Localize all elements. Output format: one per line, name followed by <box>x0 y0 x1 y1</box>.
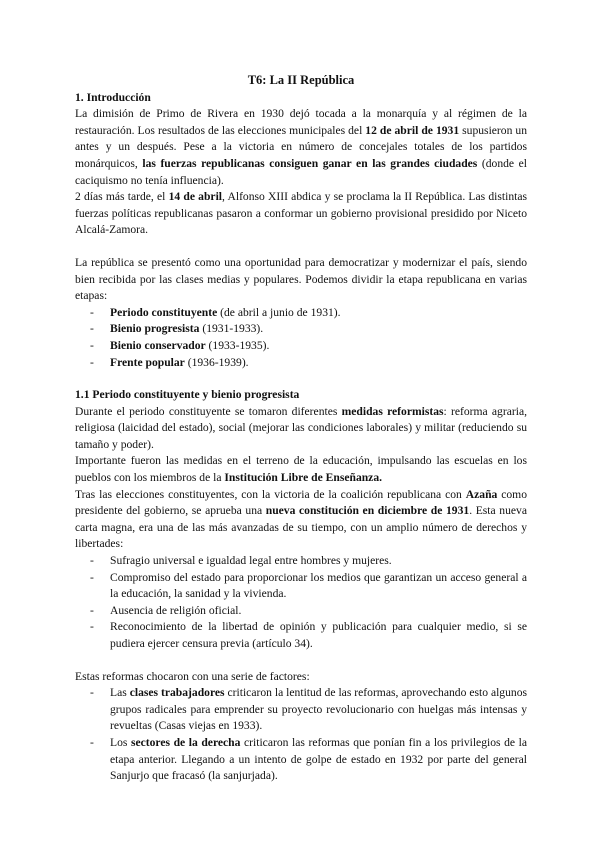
section-paragraph-2: Importante fueron las medidas en el terreno de la educación, impulsando las escuelas en los pueblos con los miembros de la Institución Libre de Enseñanza. <box>75 454 527 485</box>
list-item: - Periodo constituyente (de abril a junio de 1931). <box>90 305 341 319</box>
section-heading-intro: 1. Introducción <box>75 90 151 104</box>
intro-paragraph-2: 2 días más tarde, el 14 de abril, Alfonso XIII abdica y se proclama la II República. Las distintas fuerzas políticas republicanas pasaron a conformar un gobierno provisional presidido por Niceto Alcalá-Zamora. <box>75 190 527 237</box>
list-item: - Ausencia de religión oficial. <box>90 603 242 617</box>
rights-list <box>75 553 527 653</box>
intro-paragraph-3: La república se presentó como una oportunidad para democratizar y modernizar el país, siendo bien recibida por las clases medias y populares. Podemos dividir la etapa republicana en varias etapas: <box>75 255 527 303</box>
list-item: - Reconocimiento de la libertad de opinión y publicación para cualquier medio, si se pudiera ejercer censura previa (artículo 34). <box>90 620 527 650</box>
section-paragraph-1: Durante el periodo constituyente se tomaron diferentes medidas reformistas: reforma agraria, religiosa (laicidad del estado), social (mejorar las condiciones laborales) y militar (reduciendo su tamaño y poder). <box>75 404 527 451</box>
page-title: T6: La II República <box>247 73 355 87</box>
list-item: - Las clases trabajadores criticaron la lentitud de las reformas, aprovechando esto algunos grupos radicales para emprender su proyecto revolucionario con huelgas más intensas y revueltas (Casas viejas en 1933). <box>90 686 528 733</box>
stages-list <box>75 305 527 371</box>
section-paragraph-4: Estas reformas chocaron con una serie de factores: <box>75 669 310 683</box>
list-item: - Sufragio universal e igualdad legal entre hombres y mujeres. <box>90 554 392 568</box>
list-item: - Bienio conservador (1933-1935). <box>90 338 270 352</box>
list-item: - Frente popular (1936-1939). <box>90 355 249 369</box>
list-item: - Los sectores de la derecha criticaron las reformas que ponían fin a los privilegios de la etapa anterior. Llegando a un intento de golpe de estado en 1932 por parte del general Sanjurjo que fracasó (la sanjurjada). <box>90 735 527 783</box>
list-item: - Compromiso del estado para proporcionar los medios que garantizan un acceso general a la educación, la sanidad y la vivienda. <box>90 570 527 601</box>
section-paragraph-3: Tras las elecciones constituyentes, con la victoria de la coalición republicana con Azaña como presidente del gobierno, se aprueba una nueva constitución en diciembre de 1931. Esta nueva carta magna, era una de las más avanzadas de su tiempo, con un amplio número de derechos y libertades: <box>75 487 527 551</box>
list-item: - Bienio progresista (1931-1933). <box>90 322 264 336</box>
intro-paragraph-1: La dimisión de Primo de Rivera en 1930 dejó tocada a la monarquía y al régimen de la restauración. Los resultados de las elecciones municipales del 12 de abril de 1931 supusieron un antes y un después. Pese a la victoria en número de concejales totales de los partidos monárquicos, las fuerzas republicanas consiguen ganar en las grandes ciudades (donde el caciquismo no tenía influencia). <box>75 107 528 187</box>
factors-list <box>75 685 527 785</box>
section-heading-1-1: 1.1 Periodo constituyente y bienio progresista <box>75 388 300 402</box>
document-page <box>75 72 527 785</box>
